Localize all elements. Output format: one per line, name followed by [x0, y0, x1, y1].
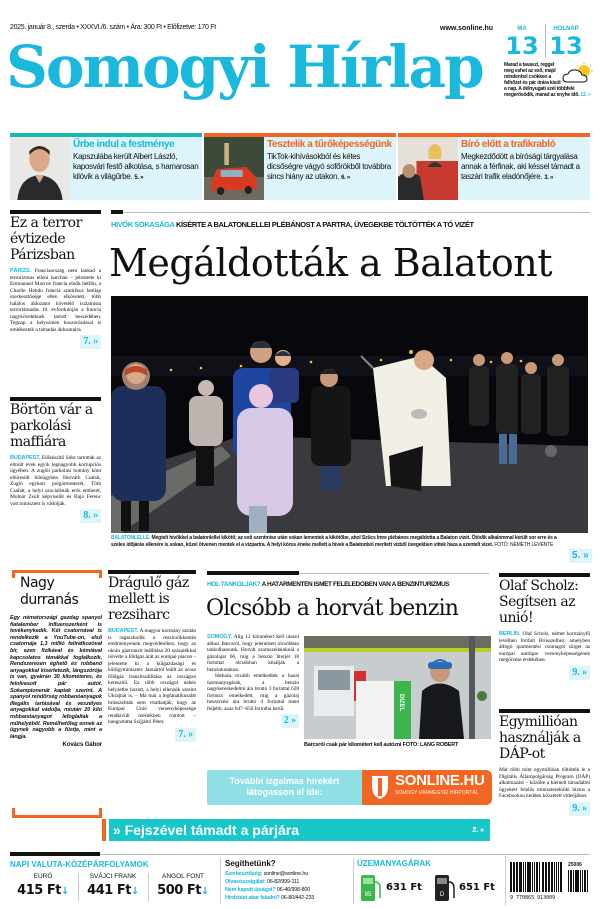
section-rule: [207, 571, 299, 575]
article-body: [10, 455, 101, 523]
teaser-body: Kapszulába került Albert László, kaposvári festő alkotása, s hamarosan kilövik a világűrbe.: [73, 152, 199, 181]
help-title: Segíthetünk?: [225, 859, 276, 868]
barcode-bar: [543, 862, 544, 892]
barcode-main: [510, 862, 562, 892]
arrow-down-icon: ↓: [60, 886, 69, 897]
fx-label: SVÁJCI FRANK: [89, 873, 137, 880]
section-rule-thin: [299, 573, 489, 574]
fuel-price-diesel: 651 Ft: [459, 882, 495, 893]
article-text: Olaf Scholz, német kormányfő levélben fordult Brüsszelhez, amelyben átfogó iparmentési csomagot sürget az európai autóipar versenyképességének megőrzése érdekében.: [499, 631, 590, 663]
help-item: Hirdetést akar feladni? 06-80/442-233: [225, 895, 315, 901]
page-ref-badge[interactable]: 5. »: [569, 549, 592, 563]
column-body-text: Egy németországi gazdag spanyol fiatalember influenszerként is tevékenykedik. Két csatornával is rendelkezik a YouTube-on, első csatornája 1,3 millió feliratkozóval bír, ezen fizikával és kémiával kapcsolatos témákkal foglalkozik. Rendszeresen éghető és robbanó anyagokkal kísérletezik, lángszórója is van, gyakran 30 kilométeres, és felolvasott pár autót. Sokampionenát kaptak szerint. A spanyol rendőrség robbanóanyagok illegális tartásával és veszélyes anyagokkal vádolja, miután 20 kiló robbanóanyagot lefoglaltak a műhelyéből. Remélhetőleg ennek az ügynek nagyobb a füstje, mint a lángja.: [10, 615, 102, 740]
page-ref-badge[interactable]: 9. »: [569, 666, 590, 680]
teaser-page-ref[interactable]: 5. »: [134, 175, 144, 181]
article-text: Már több mint egymillióan töltötték le a Digitális Állampolgárság Program (DÁP) alkalmazást – közölte a kiemelt társadalmi ügyekért felelős miniszterelnöki biztos a Facebookon kedden közzétett videójában.: [499, 767, 590, 799]
weather-tomorrow-temp: 13: [549, 32, 583, 60]
lead-photo-blessing: [111, 296, 588, 533]
column-box-bottom-frame: [12, 808, 102, 818]
weather-page-ref[interactable]: 12. »: [580, 92, 591, 98]
fx-title: NAPI VALUTA-KÖZÉPÁRFOLYAMOK: [10, 860, 149, 869]
barcode-number: 9 770865 913009: [510, 895, 556, 901]
article-text: Franciaország nem lankad a terrorizmus elleni harcban – jelentette ki Emmanuel Macron francia elnök hétfőn, a Charlie Hebdo francia szatirikus hetilap szerkesztősége ellen elkövetett, több halálos áldozatot követelő iszlamista terrortámadás 10. évfordulóján a francia nagyköveteknek tartott beszédében. Tegnap a helyszínen koszorúzással is emlékeztek a támadás áldozataira.: [10, 268, 101, 333]
pump-95-label: 95: [364, 892, 372, 898]
article-kicker: BUDAPEST.: [10, 455, 41, 461]
fuel-subhead-text: A HATÁRMENTÉN ISMÉT FELÉLEDŐBEN VAN A BENZINTURIZMUS: [261, 581, 450, 588]
arrow-down-icon: ↓: [130, 886, 139, 897]
weather-today-label: MA: [517, 26, 527, 32]
lead-subhead: [111, 220, 590, 229]
weather-today-temp: 13: [505, 32, 539, 60]
teaser-tiktok[interactable]: [204, 133, 396, 200]
fx-value: 441 Ft↓: [87, 883, 139, 898]
fuel-prices-title: ÜZEMANYAGÁRAK: [357, 859, 431, 868]
article-kicker: PÁRIZS.: [10, 268, 31, 274]
barcode-bar: [510, 862, 512, 892]
ad-text: További izgalmas hírekért látogasson el ide:: [207, 770, 362, 805]
banner-text: » Fejszével támadt a párjára: [113, 822, 299, 838]
teaser-page-ref[interactable]: 3. »: [544, 175, 554, 181]
article-headline[interactable]: Egymillióan használják a DÁP-ot: [499, 714, 581, 762]
fx-divider: [148, 873, 149, 901]
ad-sub: SOMOGY VÁRMEGYEI HÍRPORTÁL: [395, 790, 479, 796]
barcode: [510, 862, 590, 906]
footer-divider: [505, 856, 506, 906]
page-ref-badge[interactable]: 9. »: [569, 802, 590, 816]
arrow-down-icon: ↓: [200, 886, 209, 897]
weather-tomorrow: [548, 25, 584, 59]
fx-divider: [78, 873, 79, 901]
barcode-bar: [561, 862, 562, 892]
barcode-addon: [568, 870, 588, 892]
page-ref-badge[interactable]: 7. »: [175, 728, 196, 742]
page-ref-badge[interactable]: 7. »: [80, 335, 101, 349]
fx-chf: [80, 873, 146, 900]
fx-label: ANGOL FONT: [161, 873, 204, 880]
fuel-subhead: [207, 581, 492, 588]
column-body: [10, 615, 102, 749]
weather-forecast-text: Marad a tavaszi, reggel még eshet az eső, majd mindenhol csökken a felhőzet és pár órára kisüt a nap. A délnyugati szél többfelé megerősödik, marad az enyhe idő.: [504, 62, 580, 98]
weather-divider: [545, 24, 546, 58]
fx-value: 500 Ft↓: [157, 883, 209, 898]
section-rule-thin: [100, 854, 590, 855]
caption-text: Megtelt hívőkkel a balatonlellei kikötő; az esti szentmise után sokan lementek a kikötőbe, ahol Szűcs Imre plébános megáldotta a Balaton vizét. Ötödik alkalommal került sor erre és a szeles időjárás ellenére is sokan, közel ötvenen mentek el a vízpartra. A helyi kórus éneke mellett a hívek a Balatonból merített vízből üvegekben vittek haza a szentelt vizet.: [111, 535, 557, 548]
section-rule: [111, 210, 123, 214]
barcode-bar: [513, 862, 514, 892]
ad-brand: SONLINE.HU: [395, 772, 485, 789]
article-kicker: SOMOGY.: [207, 634, 232, 640]
fuel-photo-caption: [304, 742, 494, 748]
lead-headline[interactable]: Megáldották a Balatont: [109, 241, 553, 285]
lead-kicker: HÍVŐK SOKASÁGA: [111, 220, 175, 229]
barcode-addon-number: 25006: [568, 862, 582, 868]
barcode-bar: [554, 862, 555, 892]
fuel-photo-station: [304, 636, 491, 739]
pump-label: DIZEL: [398, 694, 404, 712]
article-body: [108, 628, 196, 742]
barcode-bar: [519, 862, 520, 892]
fuel-headline[interactable]: Olcsóbb a horvát benzin: [206, 596, 459, 621]
weather-today: [504, 25, 540, 59]
teaser-title: Bíró előtt a trafikrabló: [461, 139, 556, 150]
barcode-bar: [542, 862, 543, 892]
caption-place: BALATONLELLE.: [111, 535, 151, 541]
barcode-bar: [587, 870, 588, 892]
barcode-bar: [551, 862, 553, 892]
article-kicker: BERLIN.: [499, 631, 521, 637]
barcode-bar: [570, 870, 572, 892]
section-rule: [10, 397, 101, 401]
help-item: Szerkesztőség: sonline@sonline.hu: [225, 871, 309, 877]
barcode-bar: [520, 862, 521, 892]
article-headline[interactable]: Börtön vár a parkolási maffiára: [10, 402, 93, 450]
teaser-body: TikTok-kihívásokból és kétes dicsőségre vágyó sofőrökből továbbra sincs hiány az utakon.: [267, 152, 391, 181]
teaser-text: [267, 152, 393, 183]
column-headline[interactable]: Nagy durranás: [20, 575, 79, 608]
ad-brand-panel: [362, 770, 492, 805]
column-author: Kovács Gábor: [62, 742, 102, 749]
barcode-bar: [580, 870, 581, 892]
section-rule: [108, 570, 196, 574]
fuel-pump-diesel-icon: [434, 874, 456, 902]
footer-divider: [353, 858, 354, 904]
barcode-bar: [523, 862, 525, 892]
article-headline[interactable]: Drágulő gáz mellett is rezsiharc: [108, 575, 189, 623]
pump-diesel-label: D: [439, 892, 445, 898]
teaser-photo-courtroom: [398, 137, 458, 200]
teaser-title: Űrbe indul a festménye: [73, 139, 175, 150]
website-link[interactable]: www.sonline.hu: [440, 25, 494, 32]
barcode-bar: [573, 870, 574, 892]
barcode-bar: [548, 862, 549, 892]
fx-euro: [10, 873, 76, 900]
masthead-logo: Somogyi Hírlap: [6, 33, 483, 101]
teaser-title: Tesztelik a tűrőképességünk: [267, 139, 392, 150]
barcode-bar: [539, 862, 541, 892]
teaser-body: Megkezdődött a bírósági tárgyalása annak a férfinak, aki késsel támadt a taszári trafik eladónőjére.: [461, 152, 580, 181]
article-text: A magyar kormány azután is ragaszkodik a rezsicsökkentés eredményeinek megvédéséhez, hogy az ukrán gáztranzit leállítása 20 százalékkal növelte a földgáz árát az európai piacon – jelentette ki a külgazdasági és külügyminiszter. Januártól leállt az orosz földgáz tranzitszállítása az országon keresztül. Ez több országot nehéz helyzetbe hozott, a helyi ellenzék szerint Ukrajnát is. – Ma már a legfanatikusabb brüsszeliták sem vitathatják, hogy az Európai Unió versenyképessége rendkívüli mértékben romlott – hangoztatta Szijjártó Péter.: [108, 628, 196, 725]
lead-caption: [111, 535, 566, 548]
section-rule: [499, 709, 590, 713]
teaser-strip: [10, 133, 590, 200]
banner-left-accent: [102, 819, 106, 841]
help-item: Olvasószolgálat: 06-82/999-111: [225, 879, 300, 885]
issue-meta: 2025. január 8., szerda • XXXVI./6. szám • Ára: 300 Ft • Előfizetve: 170 Ft: [10, 24, 216, 31]
teaser-page-ref[interactable]: 6. »: [341, 175, 350, 181]
teaser-space-painting[interactable]: [10, 133, 202, 200]
teaser-photo-painter: [10, 137, 70, 200]
article-kicker: BUDAPEST.: [108, 628, 139, 634]
article-text-2: Idehaza tovább emelkedtek a hazai üzemanyagárak, a benzin nagykereskedelmi ára bruttó 3 forinttal 628 forintra emelkedett, míg a gázolaj beszerzési ára bruttó 4 forinttal ment feljebb, azaz 647–650 forintba kerül.: [207, 673, 299, 712]
fuel-kicker: HOL TANKOLJAK?: [207, 581, 261, 588]
article-body: [499, 631, 590, 680]
banner-page-ref: 2. »: [472, 827, 484, 834]
barcode-bar: [549, 862, 550, 892]
weather-icon-spacer: [564, 62, 598, 86]
article-body: [207, 634, 299, 728]
section-rule-thin: [123, 212, 590, 213]
section-rule: [499, 573, 590, 577]
teaser-photo-car: [204, 137, 264, 200]
footer-divider: [220, 858, 221, 904]
shield-icon: [370, 774, 390, 800]
footer-info: [10, 856, 590, 906]
teaser-text: [461, 152, 587, 183]
headline-banner[interactable]: [109, 819, 490, 841]
section-rule: [10, 210, 101, 214]
photo-credit: FOTÓ: NÉMETH LEVENTE: [494, 541, 554, 548]
article-text: Alig 12 kilométert kell utazni ahhoz Barcsról, hogy jelentősen olcsóbban tankolhassunk. Horvát szomszédainknál a gázolajat 66, míg a benzin literjét 18 forinttal olcsóbban kínálják a benzinkutakon.: [207, 634, 299, 673]
sonline-ad[interactable]: [207, 770, 492, 805]
fx-value: 415 Ft↓: [17, 883, 69, 898]
teaser-court[interactable]: [398, 133, 590, 200]
caption-text: Barcsról csak pár kilométert kell autózni: [304, 742, 402, 748]
article-text: Előkészítő ülést tartottak az elmúlt évek egyik legnagyobb korrupciós ügyében. A zuglói parkolási botrány könt elhíresült bűnügyben Horváth Csabát, Zugló egykori polgármesterét, Tóth Csabát, a helyi szocialisták erős emberét, Molnár Zsolt képviselőt és Baja Ferenc volt minisztert is vádolják.: [10, 455, 101, 507]
help-item: Nem kapott újságot? 06-46/998-800: [225, 887, 311, 893]
page-ref-badge[interactable]: 2 »: [281, 714, 299, 728]
fx-gbp: [150, 873, 216, 900]
fuel-pump-95-icon: [360, 874, 382, 902]
barcode-bar: [530, 862, 531, 892]
fx-label: EURÓ: [33, 873, 53, 880]
lead-subhead-text: KÍSÉRTE A BALATONLELLEI PLÉBÁNOST A PARTRA, ÜVEGEKBE TÖLTÖTTÉK A TÓ VIZÉT: [175, 220, 474, 229]
article-headline[interactable]: Ez a terror évtizede Párizsban: [10, 215, 82, 263]
photo-credit: FOTÓ: LANG RÓBERT: [402, 742, 459, 748]
weather-forecast: [504, 62, 598, 98]
barcode-bar: [568, 870, 569, 892]
barcode-bar: [516, 862, 518, 892]
article-body: [499, 767, 590, 816]
article-headline[interactable]: Olaf Scholz: Segítsen az unió!: [499, 578, 579, 626]
article-body: [10, 268, 101, 349]
help-list: [225, 870, 351, 902]
teaser-text: [73, 152, 199, 183]
weather-tomorrow-label: HOLNAP: [553, 26, 579, 32]
page-ref-badge[interactable]: 8. »: [80, 509, 101, 523]
fuel-price-95: 631 Ft: [386, 882, 422, 893]
